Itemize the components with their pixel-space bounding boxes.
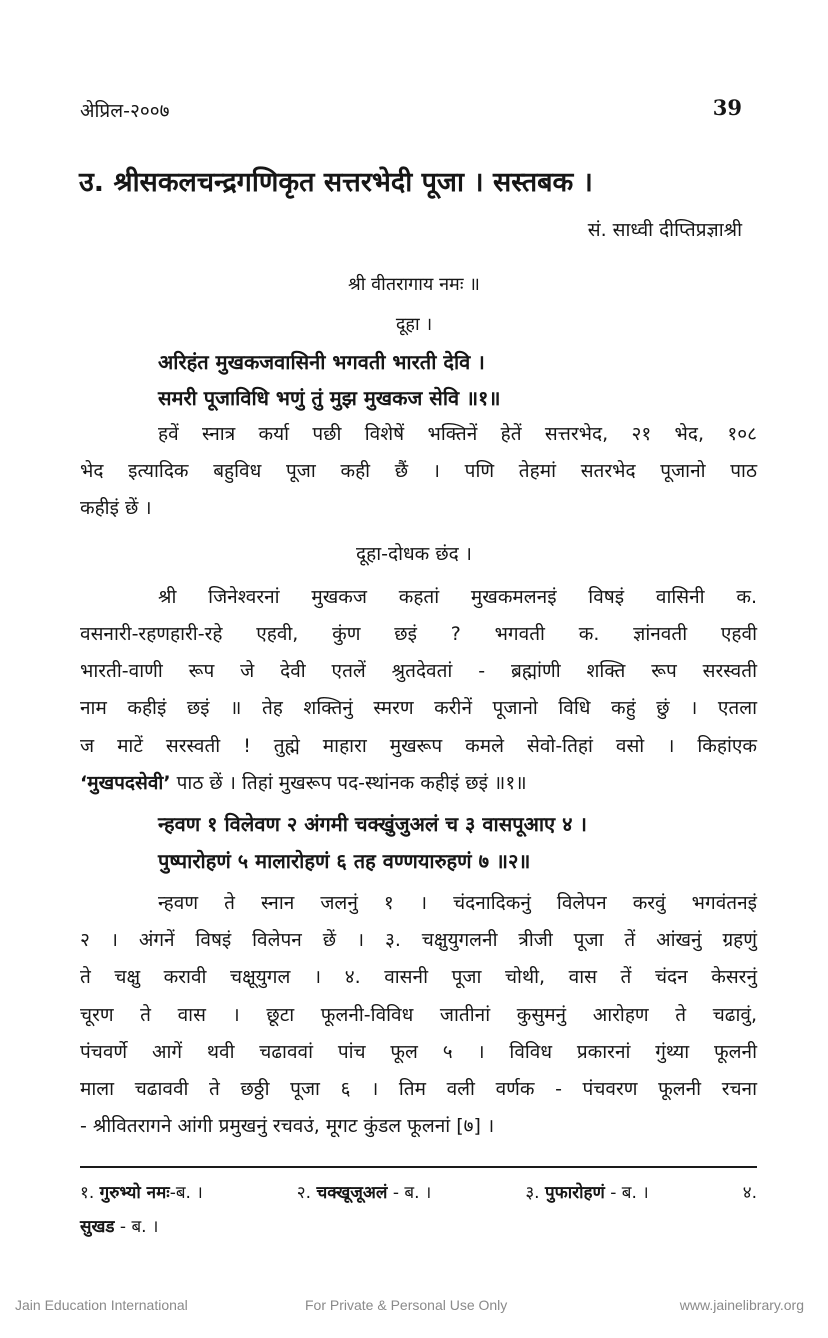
paragraph-line: २ । अंगनें विषइं विलेपन छें । ३. चक्षुयुगलनी त्रीजी पूजा तें आंखनुं ग्रहणुं xyxy=(80,929,757,951)
footer-publisher: Jain Education International xyxy=(15,1297,188,1313)
verse-line: समरी पूजाविधि भणुं तुं मुझ मुखकज सेवि ॥१॥ xyxy=(158,386,501,410)
paragraph-line: हवें स्नात्र कर्या पछी विशेषें भक्तिनें हेतें सत्तरभेद, २१ भेद, १०८ xyxy=(158,423,757,445)
page-number: 39 xyxy=(712,95,742,120)
footnote-1: १. गुरुभ्यो नमः-ब. । xyxy=(80,1183,203,1203)
issue-date: अेप्रिल-२००७ xyxy=(80,100,170,122)
paragraph-text: पाठ छें । तिहां मुखरूप पद-स्थांनक कहीइं छइं ॥१॥ xyxy=(170,772,527,794)
paragraph-line: भेद इत्यादिक बहुविध पूजा कही छैं । पणि तेहमां सतरभेद पूजानो पाठ xyxy=(80,460,757,482)
footnote-divider xyxy=(80,1166,757,1168)
footnote-4-word: सुखड xyxy=(80,1217,115,1237)
paragraph-line: कहीइं छें । xyxy=(80,497,152,519)
paragraph-line: श्री जिनेश्वरनां मुखकज कहतां मुखकमलनइं विषइं वासिनी क. xyxy=(158,586,757,608)
footnote-2: २. चक्खूजूअलं - ब. । xyxy=(296,1183,432,1203)
verse-line: न्हवण १ विलेवण २ अंगमी चक्खुंजुअलं च ३ वासपूआए ४ । xyxy=(158,812,588,836)
section-heading-duha: दूहा । xyxy=(395,314,433,335)
paragraph-line: न्हवण ते स्नान जलनुं १ । चंदनादिकनुं विलेपन करवुं भगवंतनइं xyxy=(158,892,757,914)
footnote-4-number: ४. xyxy=(742,1183,757,1203)
footer-website-link[interactable]: www.jainelibrary.org xyxy=(679,1297,804,1313)
paragraph-line: ज माटें सरस्वती ! तुह्मे माहारा मुखरूप कमले सेवो-तिहां वसो । किहांएक xyxy=(80,735,757,757)
quoted-reading: ‘मुखपदसेवी’ xyxy=(80,772,171,794)
paragraph-line: चूरण ते वास । छूटा फूलनी-विविध जातीनां कुसुमनुं आरोहण ते चढावुं, xyxy=(80,1004,757,1026)
paragraph-line: वसनारी-रहणहारी-रहे एहवी, कुंण छइं ? भगवती क. ज्ञांनवती एहवी xyxy=(80,623,757,645)
footnote-line xyxy=(80,1214,158,1237)
section-heading-duha-dodhak: दूहा-दोधक छंद । xyxy=(356,543,472,565)
paragraph-line: ते चक्षु करावी चक्षूयुगल । ४. वासनी पूजा चोथी, वास तें चंदन केसरनुं xyxy=(80,966,757,988)
verse-line: पुष्पारोहणं ५ मालारोहणं ६ तह वण्णयारुहणं ७ ॥२॥ xyxy=(158,849,531,873)
article-title: उ. श्रीसकलचन्द्रगणिकृत सत्तरभेदी पूजा । सस्तबक । xyxy=(79,167,593,198)
invocation: श्री वीतरागाय नमः ॥ xyxy=(348,274,480,295)
verse-line: अरिहंत मुखकजवासिनी भगवती भारती देवि । xyxy=(158,350,485,374)
footnote-3: ३. पुफारोहणं - ब. । xyxy=(525,1183,649,1203)
paragraph-line: माला चढाववी ते छठ्ठी पूजा ६ । तिम वली वर्णक - पंचवरण फूलनी रचना xyxy=(80,1078,757,1100)
footnote-line xyxy=(80,1180,757,1203)
paragraph-line xyxy=(80,769,757,795)
paragraph-line: नाम कहीइं छइं ॥ तेह शक्तिनुं स्मरण करीनें पूजानो विधि कहुं छुं । एतला xyxy=(80,697,757,719)
paragraph-line: - श्रीवितरागने आंगी प्रमुखनुं रचवउं, मूगट कुंडल फूलनां [७] । xyxy=(80,1115,495,1137)
article-editor: सं. साध्वी दीप्तिप्रज्ञाश्री xyxy=(587,219,742,241)
footnote-4-source: - ब. । xyxy=(114,1217,159,1237)
paragraph-line: भारती-वाणी रूप जे देवी एतलें श्रुतदेवतां - ब्रह्मांणी शक्ति रूप सरस्वती xyxy=(80,660,757,682)
footer-usage-note: For Private & Personal Use Only xyxy=(305,1297,508,1313)
paragraph-line: पंचवर्णे आगें थवी चढाववां पांच फूल ५ । विविध प्रकारनां गुंथ्या फूलनी xyxy=(80,1041,757,1063)
